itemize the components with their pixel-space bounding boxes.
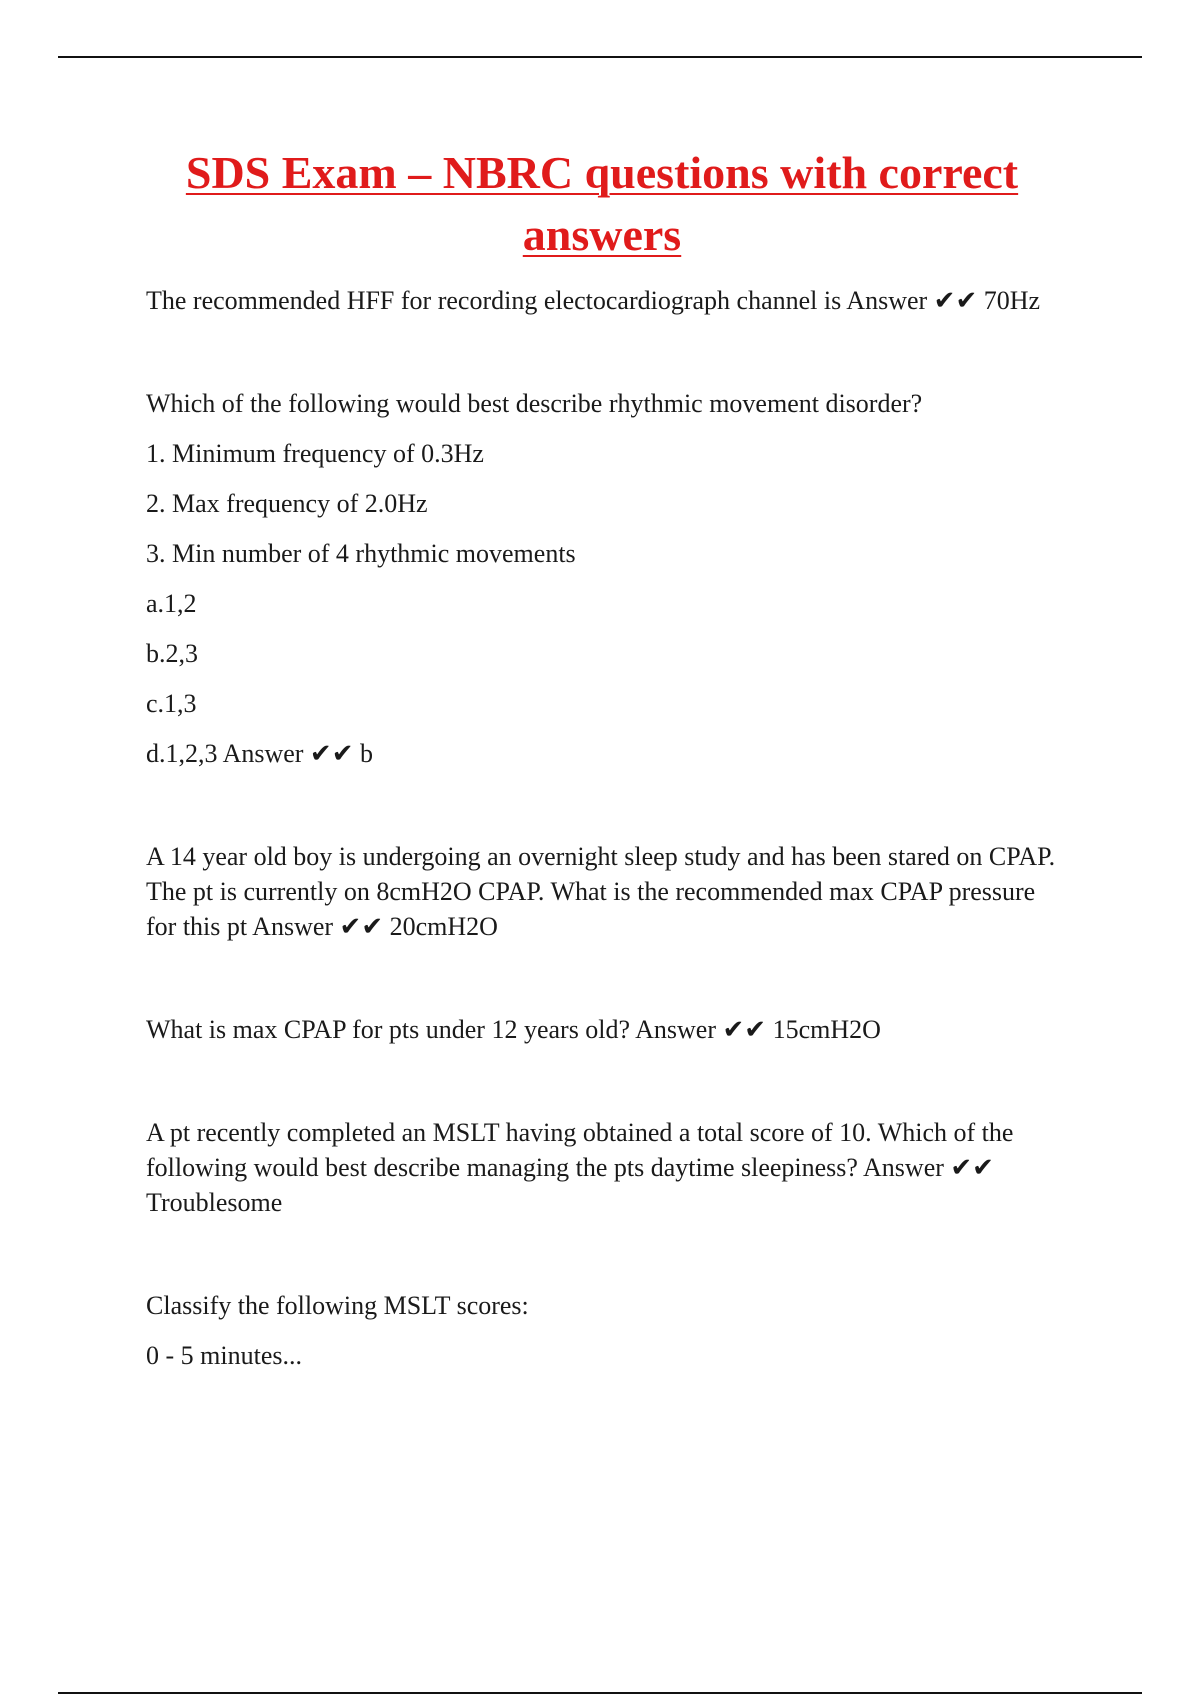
question-text: A pt recently completed an MSLT having obtained a total score of 10. Which of the following would best describe managing the pts daytime sleepiness? Answer ✔✔ Troublesome (146, 1118, 1014, 1217)
document-page (146, 142, 1058, 1373)
question-text: What is max CPAP for pts under 12 years old? Answer ✔✔ 15cmH2O (146, 1015, 881, 1044)
option-item-with-answer: d.1,2,3 Answer ✔✔ b (146, 739, 374, 768)
question-stem: Classify the following MSLT scores: (146, 1291, 529, 1320)
question-stem: Which of the following would best describe rhythmic movement disorder? (146, 389, 923, 418)
document-title: SDS Exam – NBRC questions with correct answers (185, 147, 1019, 260)
option-item: b.2,3 (146, 639, 198, 668)
header-rule (58, 56, 1142, 58)
statement-item: 2. Max frequency of 2.0Hz (146, 489, 428, 518)
question-mslt-score (146, 1115, 1058, 1220)
question-hff-ecg (146, 283, 1058, 318)
question-cpap-14-year-old (146, 839, 1058, 944)
footer-rule (58, 1692, 1142, 1694)
question-rhythmic-movement (146, 386, 1058, 771)
option-item: a.1,2 (146, 589, 197, 618)
statement-item: 1. Minimum frequency of 0.3Hz (146, 439, 484, 468)
option-item: c.1,3 (146, 689, 197, 718)
statement-item: 3. Min number of 4 rhythmic movements (146, 539, 576, 568)
classification-line: 0 - 5 minutes... (146, 1341, 302, 1370)
question-classify-mslt (146, 1288, 1058, 1373)
question-text: A 14 year old boy is undergoing an overnight sleep study and has been stared on CPAP. The pt is currently on 8cmH2O CPAP. What is the recommended max CPAP pressure for this pt Answer ✔✔ 20cmH2O (146, 842, 1056, 941)
question-text: The recommended HFF for recording electocardiograph channel is Answer ✔✔ 70Hz (146, 286, 1041, 315)
question-max-cpap-under-12 (146, 1012, 1058, 1047)
